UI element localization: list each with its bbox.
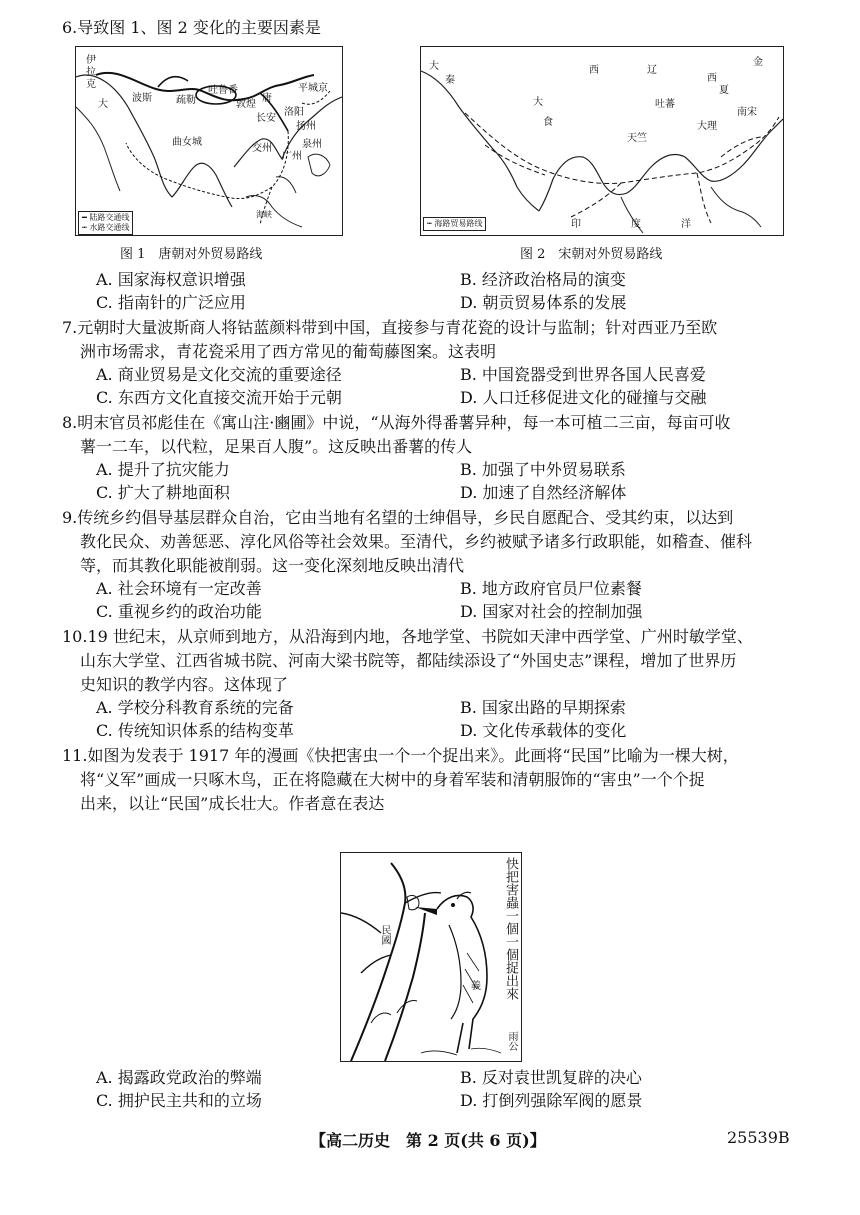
q7-option-d[interactable]: D. 人口迁移促进文化的碰撞与交融: [460, 388, 707, 407]
q11-option-a[interactable]: A. 揭露政党政治的弊端: [96, 1068, 262, 1087]
q10-stem-line: 10.19 世纪末，从京师到地方，从沿海到内地，各地学堂、书院如天津中西学堂、广州时敏学堂、: [62, 627, 753, 646]
fig2-label: 西: [707, 73, 717, 84]
fig2-label: 食: [543, 117, 553, 128]
q11-stem-line: 出来，以让“民国”成长壮大。作者意在表达: [80, 794, 385, 813]
q9-stem-line: 等，而其教化职能被削弱。这一变化深刻地反映出清代: [80, 556, 465, 575]
q6-option-a[interactable]: A. 国家海权意识增强: [96, 270, 246, 289]
fig1-label: 疏勒: [176, 95, 196, 106]
fig2-caption: 图 2 宋朝对外贸易路线: [520, 247, 663, 262]
fig2-label: 洋: [681, 219, 691, 230]
q9-option-a[interactable]: A. 社会环境有一定改善: [96, 579, 262, 598]
fig1-label: 大: [98, 99, 108, 110]
fig2-label: 西: [589, 65, 599, 76]
q8-stem-line: 薯一二车，以代粒，足果百人腹”。这反映出番薯的传人: [80, 437, 473, 456]
q6-option-c[interactable]: C. 指南针的广泛应用: [96, 293, 246, 312]
q10-option-c[interactable]: C. 传统知识体系的结构变革: [96, 721, 294, 740]
q7-option-b[interactable]: B. 中国瓷器受到世界各国人民喜爱: [460, 365, 706, 384]
cartoon-signature: 雨公: [506, 1031, 517, 1051]
fig2-label: 大: [429, 61, 439, 72]
q11-option-c[interactable]: C. 拥护民主共和的立场: [96, 1091, 262, 1110]
fig1-label: 波斯: [132, 93, 152, 104]
q10-option-a[interactable]: A. 学校分科教育系统的完备: [96, 698, 294, 717]
q9-option-c[interactable]: C. 重视乡约的政治功能: [96, 602, 262, 621]
fig1-label: 长安: [256, 113, 276, 124]
fig2-label: 夏: [719, 85, 729, 96]
q9-option-b[interactable]: B. 地方政府官员尸位素餐: [460, 579, 642, 598]
q6-option-d[interactable]: D. 朝贡贸易体系的发展: [460, 293, 627, 312]
q9-option-d[interactable]: D. 国家对社会的控制加强: [460, 602, 643, 621]
fig1-label: 拉: [86, 67, 96, 78]
fig2-label: 印: [571, 219, 581, 230]
fig2-label: 大理: [697, 121, 717, 132]
q8-option-c[interactable]: C. 扩大了耕地面积: [96, 483, 230, 502]
q11-cartoon: [340, 852, 522, 1062]
fig1-caption: 图 1 唐朝对外贸易路线: [120, 247, 263, 262]
fig1-label: 克: [86, 79, 96, 90]
fig1-label: 洛阳: [284, 107, 304, 118]
q10-stem-line: 山东大学堂、江西省城书院、河南大梁书院等，都陆续添设了“外国史志”课程，增加了世界历: [80, 651, 737, 670]
fig2-label: 辽: [647, 65, 657, 76]
q8-option-a[interactable]: A. 提升了抗灾能力: [96, 460, 230, 479]
q6-stem: 6.导致图 1、图 2 变化的主要因素是: [62, 18, 321, 37]
q10-stem-line: 史知识的教学内容。这体现了: [80, 675, 289, 694]
cartoon-bird-label: 義: [471, 981, 481, 992]
cartoon-tree-label: 民國: [379, 925, 390, 945]
q7-stem-line: 7.元朝时大量波斯商人将钴蓝颜料带到中国，直接参与青花瓷的设计与监制；针对西亚乃至欧: [62, 318, 718, 337]
q7-stem-line: 洲市场需求，青花瓷采用了西方常见的葡萄藤图案。这表明: [80, 342, 497, 361]
paper-code: 25539B: [727, 1128, 790, 1147]
fig1-legend-land: ━ 陆路交通线: [82, 213, 130, 222]
fig2-song-trade-map: [420, 46, 784, 236]
cartoon-drawing: [341, 853, 521, 1061]
q11-stem-line: 11.如图为发表于 1917 年的漫画《快把害虫一个一个捉出来》。此画将“民国”比喻为一棵大树，: [62, 746, 739, 765]
fig1-label: 吐鲁番: [208, 85, 238, 96]
fig1-label: 海峡: [256, 210, 272, 219]
q11-option-d[interactable]: D. 打倒列强除军阀的愿景: [460, 1091, 643, 1110]
q8-stem-line: 8.明末官员祁彪佳在《寓山注·豳圃》中说，“从海外得番薯异种，每一本可植二三亩，每亩可收: [62, 413, 731, 432]
fig1-tang-trade-map: [75, 46, 343, 236]
fig1-label: 唐: [262, 93, 272, 104]
fig2-label: 秦: [445, 75, 455, 86]
fig1-label: 伊: [86, 55, 96, 66]
q10-option-d[interactable]: D. 文化传承载体的变化: [460, 721, 627, 740]
q11-stem-line: 将“义军”画成一只啄木鸟，正在将隐藏在大树中的身着军装和清朝服饰的“害虫”一个个捉: [80, 770, 705, 789]
q11-option-b[interactable]: B. 反对袁世凯复辟的决心: [460, 1068, 642, 1087]
q6-option-b[interactable]: B. 经济政治格局的演变: [460, 270, 626, 289]
fig2-label: 南宋: [737, 107, 757, 118]
fig1-label: 广州: [282, 151, 302, 162]
fig2-label: 度: [631, 219, 641, 230]
fig1-label: 交州: [252, 143, 272, 154]
fig2-legend: ┅ 海路贸易路线: [423, 217, 486, 231]
q7-option-c[interactable]: C. 东西方文化直接交流开始于元朝: [96, 388, 342, 407]
q9-stem-line: 9.传统乡约倡导基层群众自治，它由当地有名望的士绅倡导，乡民自愿配合、受其约束，以达到: [62, 508, 734, 527]
fig1-legend: [78, 211, 133, 235]
fig2-label: 大: [533, 97, 543, 108]
page-footer: 【高二历史 第 2 页(共 6 页)】: [310, 1131, 546, 1150]
fig2-label: 吐蕃: [655, 99, 675, 110]
q8-option-b[interactable]: B. 加强了中外贸易联系: [460, 460, 626, 479]
q10-option-b[interactable]: B. 国家出路的早期探索: [460, 698, 626, 717]
fig1-label: 曲女城: [172, 137, 202, 148]
fig1-label: 敦煌: [236, 99, 256, 110]
fig2-label: 天竺: [627, 133, 647, 144]
fig1-label: 泉州: [302, 139, 322, 150]
fig2-label: 金: [753, 57, 763, 68]
q7-option-a[interactable]: A. 商业贸易是文化交流的重要途径: [96, 365, 342, 384]
q8-option-d[interactable]: D. 加速了自然经济解体: [460, 483, 627, 502]
cartoon-title: 快把害蟲一個一個捉出來: [503, 857, 518, 1000]
fig1-legend-sea: ┅ 水路交通线: [82, 223, 130, 232]
fig2-legend-sea: 海路贸易路线: [434, 219, 483, 228]
fig1-label: 扬州: [296, 121, 316, 132]
q9-stem-line: 教化民众、劝善惩恶、淳化风俗等社会效果。至清代，乡约被赋予诸多行政职能，如稽查、催科: [80, 532, 753, 551]
fig1-label: 平城京: [298, 83, 328, 94]
fig2-map-drawing: [421, 47, 783, 235]
